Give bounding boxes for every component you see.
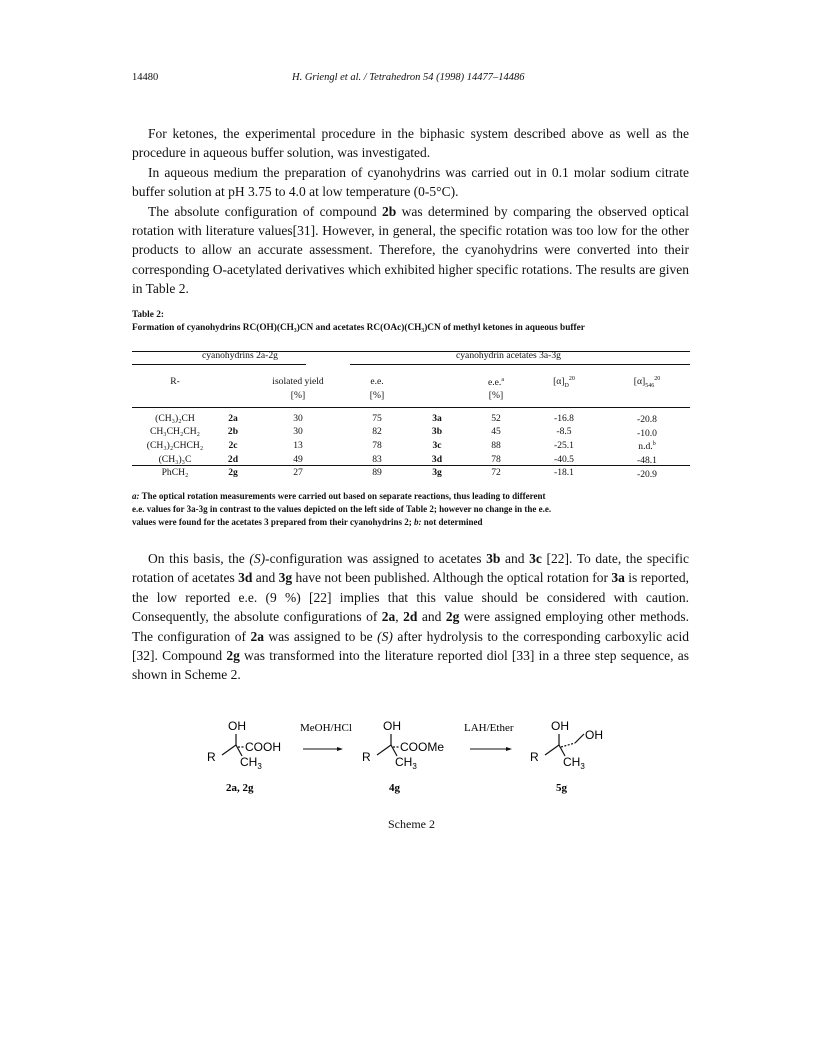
cell-alpha-d: -18.1 [554,467,574,479]
cell-r: (CH₃)₃C [158,453,192,465]
compound-label-2: 4g [389,782,400,794]
col-r: R- [170,376,180,388]
cell-yield: 13 [293,440,303,452]
paragraph-2: In aqueous medium the preparation of cyanohydrins was carried out in 0.1 molar sodium citrate buffer solution at pH 3.75 to 4.0 at low temperature (0-5°C). [132,164,689,200]
footnote-line-2: e.e. values for 3a-3g in contrast to the values depicted on the left side of Table 2; however no change in the e.e. [132,504,552,515]
cell-compound-2: 3d [431,453,443,465]
oh-label-side: OH [585,728,603,742]
footnote-line-1: The optical rotation measurements were carried out based on separate reactions, thus leading to different [139,491,546,501]
compound-label-3: 5g [556,782,567,794]
p3-text-a: The absolute configuration of compound [148,203,382,219]
cell-ee2: 52 [491,412,501,424]
cell-alpha-546: -48.1 [637,455,657,467]
col-ee2: e.e.$^a$ [488,377,504,389]
cell-alpha-546: n.d.$^b$ [638,441,656,453]
cell-ee: 89 [372,467,382,479]
structure-acid [207,719,281,794]
table-caption-text: Formation of cyanohydrins RC(OH)(CH₃)CN and acetates RC(OAc)(CH₃)CN of methyl ketones in aqueous buffer [132,323,585,333]
reagent-1: MeOH/HCl [300,722,352,734]
cell-alpha-d: -25.1 [554,440,574,452]
cell-alpha-d: -16.8 [554,412,574,424]
unit-ee2: [%] [488,390,504,402]
unit-ee: [%] [369,390,385,402]
col-ee: e.e. [370,376,384,388]
cell-yield: 30 [293,412,303,424]
cell-alpha-d: -8.5 [556,426,572,438]
ch3-label-1: $CH_3$ [240,755,262,771]
page-number: 14480 [132,72,159,83]
group-right-label: cyanohydrin acetates 3a-3g [456,350,561,362]
r-label-1: R [207,750,216,764]
col-yield: isolated yield [272,376,324,388]
r-label-2: R [362,750,371,764]
oh-label-1: OH [228,719,246,733]
cooh-label: COOH [245,740,281,754]
cell-alpha-546: -20.9 [637,469,657,481]
cell-alpha-546: -20.8 [637,414,657,426]
cell-ee: 75 [372,412,382,424]
footnote-a-mark: a: [132,491,140,501]
footnote-b-text: not determined [421,517,483,528]
cell-compound-1: 2a [228,412,238,424]
unit-yield: [%] [290,390,306,402]
cell-compound-2: 3c [432,440,442,452]
paragraph-1: For ketones, the experimental procedure in the biphasic system described above as well as the procedure in aqueous buffer solution, was investigated. [132,126,689,161]
compound-label-1: 2a, 2g [226,782,254,794]
reaction-arrow-2 [464,722,514,751]
reaction-arrow-1 [300,722,352,751]
cell-r: CH₃CH₂CH₂ [149,426,201,438]
coome-label: COOMe [400,740,445,754]
cell-alpha-546: -10.0 [637,427,657,439]
footnote-line-3: values were found for the acetates 3 prepared from their cyanohydrins 2; [132,517,414,528]
scheme-title: Scheme 2 [388,817,435,831]
structure-diol [530,719,603,794]
cell-ee2: 45 [491,426,501,438]
cell-ee: 83 [372,453,382,465]
cell-ee2: 88 [491,440,501,452]
cell-ee2: 78 [491,453,501,465]
ch3-label-2: $CH_3$ [395,755,417,771]
reagent-2: LAH/Ether [464,722,514,734]
p3-text-c: was determined by comparing the observed optical rotation with literature values[31]. However, in general, the specific rotation was too low for the other products to allow an accurate assessment. Therefore, the cyanohydrins were converted into their corresponding O-acetylated derivatives which exhibited higher specific rotations. The results are given in Table 2. [132,203,689,297]
cell-yield: 30 [293,426,303,438]
cell-yield: 49 [293,453,303,465]
cell-compound-1: 2g [228,467,238,479]
cell-alpha-d: -40.5 [554,453,574,465]
ch3-label-3: $CH_3$ [563,755,585,771]
cell-r: (CH₃)₂CH [155,412,195,424]
oh-label-2: OH [383,719,401,733]
paragraph-4: On this basis, the (S)-configuration was assigned to acetates 3b and 3c [22]. To date, the specific rotation of acetates 3d and 3g have not been published. Although the optical rotation for 3a is reported, the low reported e.e. (9 %) [22] implies that this value should be considered with caution. Consequently, the absolute configurations of 2a, 2d and 2g were assigned employing other methods. The configuration of 2a was assigned to be (S) after hydrolysis to the corresponding carboxylic acid [32]. Compound 2g was transformed into the literature reported diol [33] in a three step sequence, as shown in Scheme 2. [132,551,690,683]
cell-yield: 27 [293,467,303,479]
cell-compound-1: 2b [227,426,239,438]
cell-compound-1: 2c [228,440,238,452]
col-alpha-d: $[\alpha]_D^{20}$ [553,375,575,389]
running-title: H. Griengl et al. / Tetrahedron 54 (1998) 14477–14486 [292,72,525,83]
cell-r: PhCH₂ [161,467,189,479]
table-label: Table 2: [132,310,164,320]
cell-r: (CH₃)₂CHCH₂ [146,440,204,452]
cell-compound-2: 3g [432,467,442,479]
r-label-3: R [530,750,539,764]
col-alpha-546: $[\alpha]_{546}^{20}$ [633,375,661,389]
cell-ee: 82 [372,426,382,438]
oh-label-3: OH [551,719,569,733]
p3-compound: 2b [381,203,397,219]
footnote-b-mark: b: [413,517,422,528]
cell-compound-2: 3b [431,426,443,438]
cell-compound-2: 3a [432,412,442,424]
group-left-label: cyanohydrins 2a-2g [202,350,278,362]
cell-compound-1: 2d [227,453,239,465]
cell-ee: 78 [372,440,382,452]
structure-ester [362,719,444,794]
cell-ee2: 72 [491,467,501,479]
